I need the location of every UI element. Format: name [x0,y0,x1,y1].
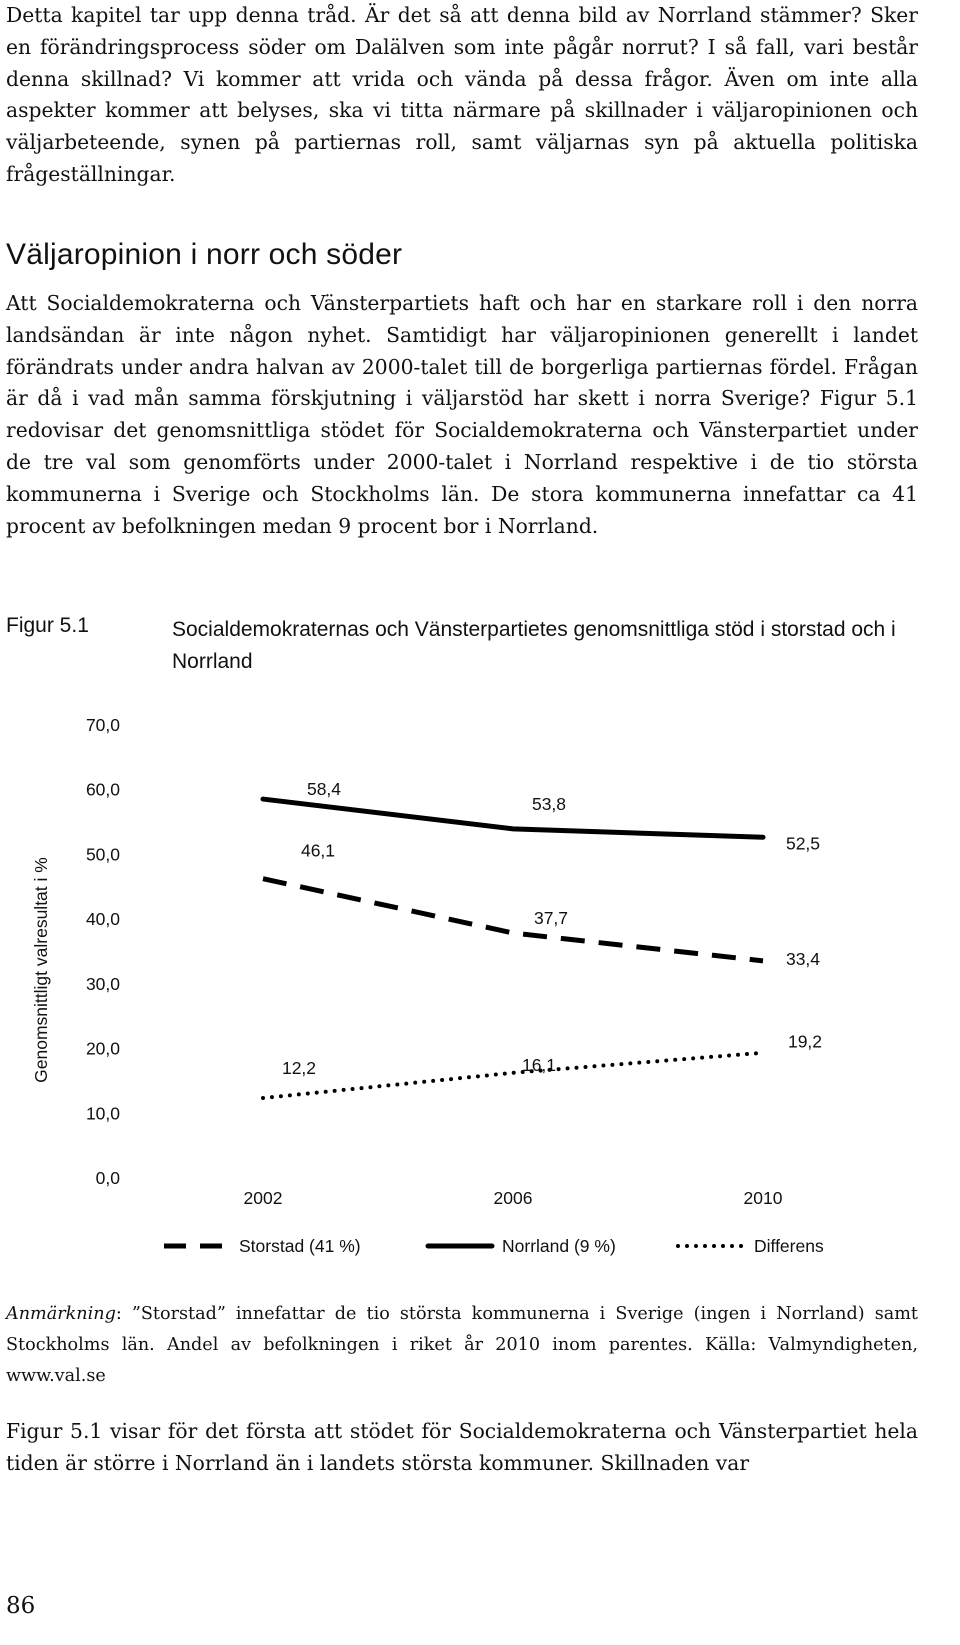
line-chart [6,690,906,1270]
figure-label: Figur 5.1 [6,614,89,637]
data-label: 19,2 [787,1031,823,1052]
y-tick-label: 20,0 [85,1038,120,1059]
legend-label: Storstad (41 %) [239,1236,361,1256]
body-paragraph: Att Socialdemokraterna och Vänsterpartiets haft och har en starkare roll i den norra landsändan är inte någon nyhet. Samtidigt har väljaropinionen generellt i landet förändrats under andra halvan av 2000-talet till de borgerliga partiernas fördel. Frågan är då i vad mån samma förskjutning i väljarstöd har skett i norra Sverige? Figur 5.1 redovisar det genomsnittliga stödet för Socialdemokraterna och Vänsterpartiet under de tre val som genomförts under 2000-talet i Norrland respektive i de tio största kommunerna i Sverige och Stockholms län. De stora kommunerna innefattar ca 41 procent av befolkningen medan 9 procent bor i Norrland. [6,291,918,538]
body-paragraph-continued: Figur 5.1 visar för det första att stödet för Socialdemokraterna och Vänsterpartiet hela tiden är större i Norrland än i landets största kommuner. Skillnaden var [6,1419,918,1475]
data-label: 33,4 [785,948,821,969]
y-axis-title: Genomsnittligt valresultat i % [31,857,51,1083]
x-tick-label: 2002 [243,1188,283,1208]
x-tick-label: 2006 [493,1188,533,1208]
y-tick-label: 50,0 [85,844,120,865]
figure-title: Socialdemokraternas och Vänsterpartietes genomsnittliga stöd i storstad och i Norrland [172,618,896,673]
series-line-dotted [263,1053,763,1098]
figure-note [6,1299,918,1392]
y-tick-label: 0,0 [95,1168,120,1188]
data-label: 37,7 [533,908,569,929]
data-label: 52,5 [785,833,821,854]
x-tick-label: 2010 [743,1188,783,1208]
y-tick-label: 60,0 [85,779,120,800]
intro-paragraph: Detta kapitel tar upp denna tråd. Är det så att denna bild av Norrland stämmer? Sker en förändringsprocess söder om Dalälven som inte pågår norrut? I så fall, vari består denna skillnad? Vi kommer att vrida och vända på dessa frågor. Även om inte alla aspekter kommer att belyses, ska vi titta närmare på skillnader i väljaropinionen och väljarbeteende, synen på partiernas roll, samt väljarnas syn på aktuella politiska frågeställningar. [6,3,918,186]
data-label: 12,2 [281,1058,317,1079]
chart-legend [164,1236,824,1256]
x-tick-labels [244,1188,783,1208]
y-tick-label: 70,0 [85,715,120,735]
data-labels [282,779,822,1078]
page-number: 86 [6,1593,36,1619]
legend-label: Differens [754,1236,824,1256]
series-lines [263,799,763,1098]
series-line-dashed [263,879,763,961]
y-tick-labels [86,715,120,1188]
data-label: 46,1 [300,840,336,861]
data-label: 53,8 [531,793,567,814]
y-tick-label: 40,0 [85,909,120,930]
legend-label: Norrland (9 %) [502,1236,616,1256]
note-label: Anmärkning [6,1304,116,1324]
series-line-solid [263,799,763,837]
y-tick-label: 10,0 [85,1103,120,1124]
y-tick-label: 30,0 [85,973,120,994]
data-label: 16,1 [521,1054,557,1075]
section-heading: Väljaropinion i norr och söder [6,238,403,271]
data-label: 58,4 [306,779,342,800]
note-text: : ”Storstad” innefattar de tio största kommunerna i Sverige (ingen i Norrland) samt Stockholms län. Andel av befolkningen i riket år 2010 inom parentes. Källa: Valmyndigheten, www.val.se [6,1304,918,1386]
